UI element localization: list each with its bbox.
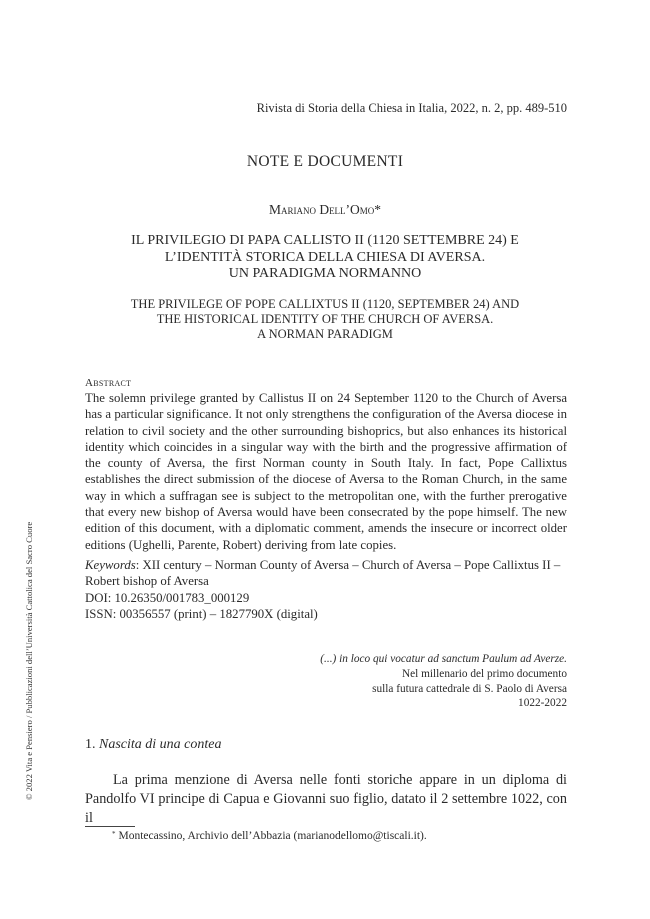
epigraph-line: Nel millenario del primo documento — [401, 667, 567, 680]
title-en-line: A NORMAN PARADIGM — [257, 327, 393, 341]
section-title: Nascita di una contea — [99, 737, 222, 752]
title-it-line: L’IDENTITÀ STORICA DELLA CHIESA DI AVERSA. — [164, 249, 486, 265]
epigraph-quote: (...) in loco qui vocatur ad sanctum Paulum ad Averze. — [320, 653, 567, 665]
body-paragraph: La prima menzione di Aversa nelle fonti storiche appare in un diploma di Pandolfo VI principe di Capua e Giovanni suo figlio, datato il 2 settembre 1022, con il — [85, 772, 567, 826]
title-it-line: UN PARADIGMA NORMANNO — [228, 266, 422, 281]
keywords-block — [85, 557, 567, 622]
section-heading: NOTE E DOCUMENTI — [246, 153, 404, 170]
footnote-mark: * — [112, 830, 116, 838]
doi: DOI: 10.26350/001783_000129 — [85, 590, 250, 605]
article-title-italian — [100, 233, 550, 283]
section-1-heading — [85, 737, 222, 753]
title-it-line: IL PRIVILEGIO DI PAPA CALLISTO II (1120 SETTEMBRE 24) E — [131, 233, 519, 248]
keywords-line — [85, 557, 567, 590]
footnote-text: Montecassino, Archivio dell’Abbazia (marianodellomo@tiscali.it). — [118, 830, 427, 842]
author-name: Mariano Dell’Omo* — [268, 202, 382, 217]
abstract-text: The solemn privilege granted by Callistus II on 24 September 1120 to the Church of Aversa has a particular significance. It not only strengthens the configuration of the Aversa diocese in relation to civil society and the other surrounding bishoprics, but also enhances its historical identity which coincides in a singular way with the birth and the progressive affirmation of the county of Aversa, the first Norman county in South Italy. In fact, Pope Callixtus establishes the direct submission of the diocese of Aversa to the Roman Church, in the same way in which a suffragan see is subject to the metropolitan one, with the further prerogative that every new bishop of Aversa would have been consecrated by the pope himself. The new edition of this document, with a diplomatic comment, amends the insecure or incorrect older editions (Ughelli, Parente, Robert) deriving from late copies. — [85, 391, 567, 552]
keywords-label: Keywords — [85, 558, 136, 572]
title-en-line: THE PRIVILEGE OF POPE CALLIXTUS II (1120, SEPTEMBER 24) AND — [130, 297, 520, 311]
section-number: 1. — [85, 737, 99, 752]
title-en-line: THE HISTORICAL IDENTITY OF THE CHURCH OF AVERSA. — [156, 312, 494, 326]
epigraph-line: sulla futura cattedrale di S. Paolo di Aversa — [372, 682, 567, 695]
keywords-text: : XII century – Norman County of Aversa – Church of Aversa – Pope Callixtus II – Robert bishop of Aversa — [85, 558, 561, 589]
footnote-separator — [85, 826, 135, 827]
sidebar-copyright: © 2022 Vita e Pensiero / Pubblicazioni dell’Università Cattolica del Sacro Cuore — [24, 521, 34, 800]
abstract-heading: Abstract — [85, 377, 132, 389]
epigraph — [320, 652, 567, 711]
footnote — [112, 830, 427, 842]
epigraph-line: 1022-2022 — [518, 697, 567, 710]
issn: ISSN: 00356557 (print) – 1827790X (digital) — [85, 606, 318, 621]
article-title-english — [100, 297, 550, 342]
journal-citation: Rivista di Storia della Chiesa in Italia, 2022, n. 2, pp. 489-510 — [256, 101, 567, 115]
